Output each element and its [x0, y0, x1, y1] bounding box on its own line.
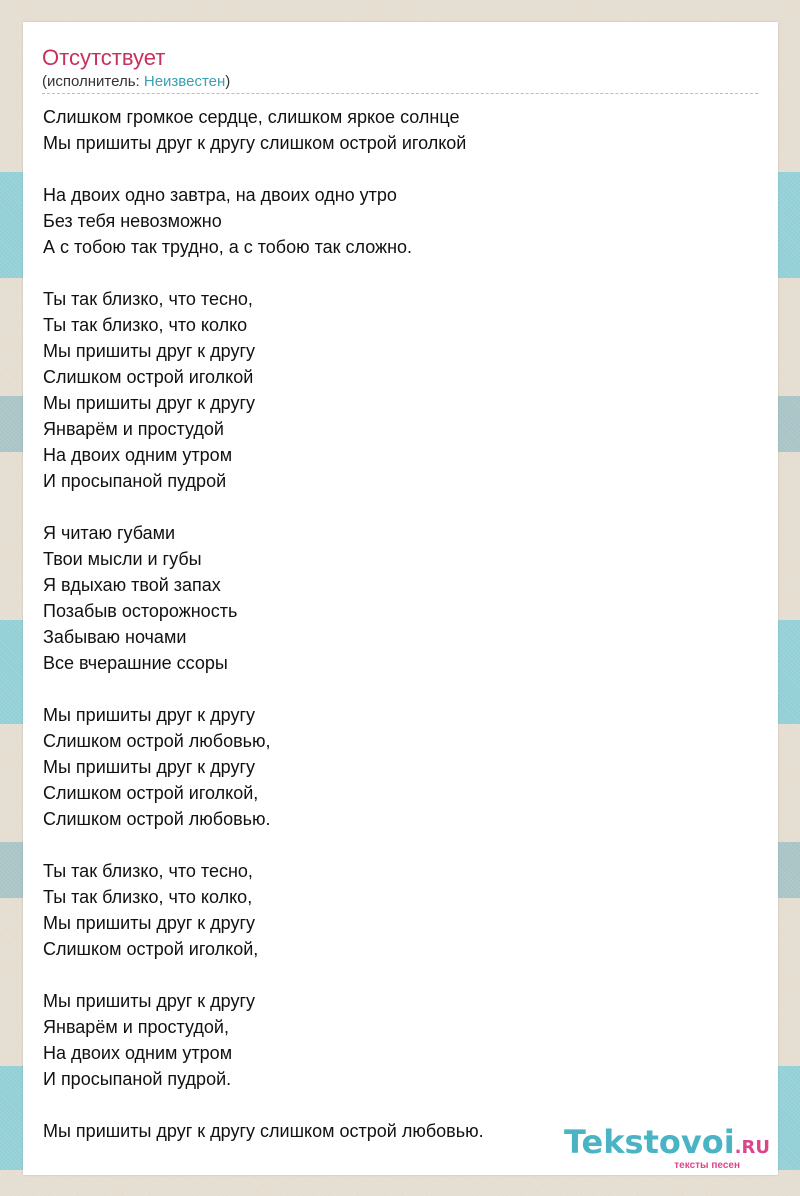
- logo-tagline: тексты песен: [674, 1160, 740, 1171]
- lyric-line: Слишком острой любовью,: [43, 731, 271, 751]
- lyric-line: Мы пришиты друг к другу: [43, 991, 256, 1011]
- lyric-stanza-break: [43, 676, 743, 702]
- lyric-line: Все вчерашние ссоры: [43, 653, 228, 673]
- title-divider: [42, 93, 758, 94]
- lyric-line: Слишком острой иголкой,: [43, 783, 259, 803]
- lyric-line: Ты так близко, что тесно,: [43, 289, 253, 309]
- lyric-line: А с тобою так трудно, а с тобою так сложно.: [43, 237, 413, 257]
- lyric-line: Ты так близко, что колко: [43, 315, 248, 335]
- lyric-line: Я читаю губами: [43, 523, 176, 543]
- lyric-line: Мы пришиты друг к другу слишком острой иголкой: [43, 133, 467, 153]
- lyric-stanza-break: [43, 494, 743, 520]
- artist-link[interactable]: Неизвестен: [143, 73, 226, 90]
- lyric-line: Ты так близко, что колко,: [43, 887, 253, 907]
- lyric-line: На двоих одно завтра, на двоих одно утро: [43, 185, 397, 205]
- lyric-stanza-break: [43, 1092, 743, 1118]
- logo-main-text: Tekstovoi: [563, 1123, 735, 1161]
- lyric-stanza-break: [43, 260, 743, 286]
- lyric-stanza-break: [43, 832, 743, 858]
- lyric-line: Мы пришиты друг к другу: [43, 393, 256, 413]
- lyric-line: Я вдыхаю твой запах: [43, 575, 221, 595]
- lyric-line: Слишком громкое сердце, слишком яркое солнце: [43, 107, 460, 127]
- lyrics-card: [23, 22, 778, 1175]
- lyric-line: Мы пришиты друг к другу: [43, 705, 256, 725]
- lyric-line: Слишком острой любовью.: [43, 809, 271, 829]
- lyric-line: Позабыв осторожность: [43, 601, 238, 621]
- lyric-line: Твои мысли и губы: [43, 549, 202, 569]
- artist-prefix: (исполнитель:: [42, 73, 144, 90]
- artist-line: [42, 73, 230, 91]
- lyric-line: Слишком острой иголкой: [43, 367, 254, 387]
- lyric-line: На двоих одним утром: [43, 1043, 233, 1063]
- lyric-stanza-break: [43, 962, 743, 988]
- lyric-line: Январём и простудой,: [43, 1017, 229, 1037]
- lyric-line: Мы пришиты друг к другу: [43, 341, 256, 361]
- site-logo[interactable]: [564, 1125, 770, 1171]
- lyric-line: Январём и простудой: [43, 419, 224, 439]
- artist-suffix: ): [225, 73, 231, 90]
- song-title: Отсутствует: [42, 45, 166, 70]
- lyric-line: Без тебя невозможно: [43, 211, 222, 231]
- lyric-line: Слишком острой иголкой,: [43, 939, 259, 959]
- lyric-line: Забываю ночами: [43, 627, 187, 647]
- lyric-line: И просыпаной пудрой: [43, 471, 227, 491]
- lyric-stanza-break: [43, 156, 743, 182]
- lyric-line: На двоих одним утром: [43, 445, 233, 465]
- lyric-line: Ты так близко, что тесно,: [43, 861, 253, 881]
- lyrics-body: [43, 104, 743, 1144]
- logo-wordmark: [564, 1125, 770, 1165]
- lyric-line: Мы пришиты друг к другу: [43, 757, 256, 777]
- lyric-line: И просыпаной пудрой.: [43, 1069, 232, 1089]
- lyric-line: Мы пришиты друг к другу слишком острой любовью.: [43, 1121, 484, 1141]
- logo-tld: .RU: [734, 1137, 770, 1158]
- lyric-line: Мы пришиты друг к другу: [43, 913, 256, 933]
